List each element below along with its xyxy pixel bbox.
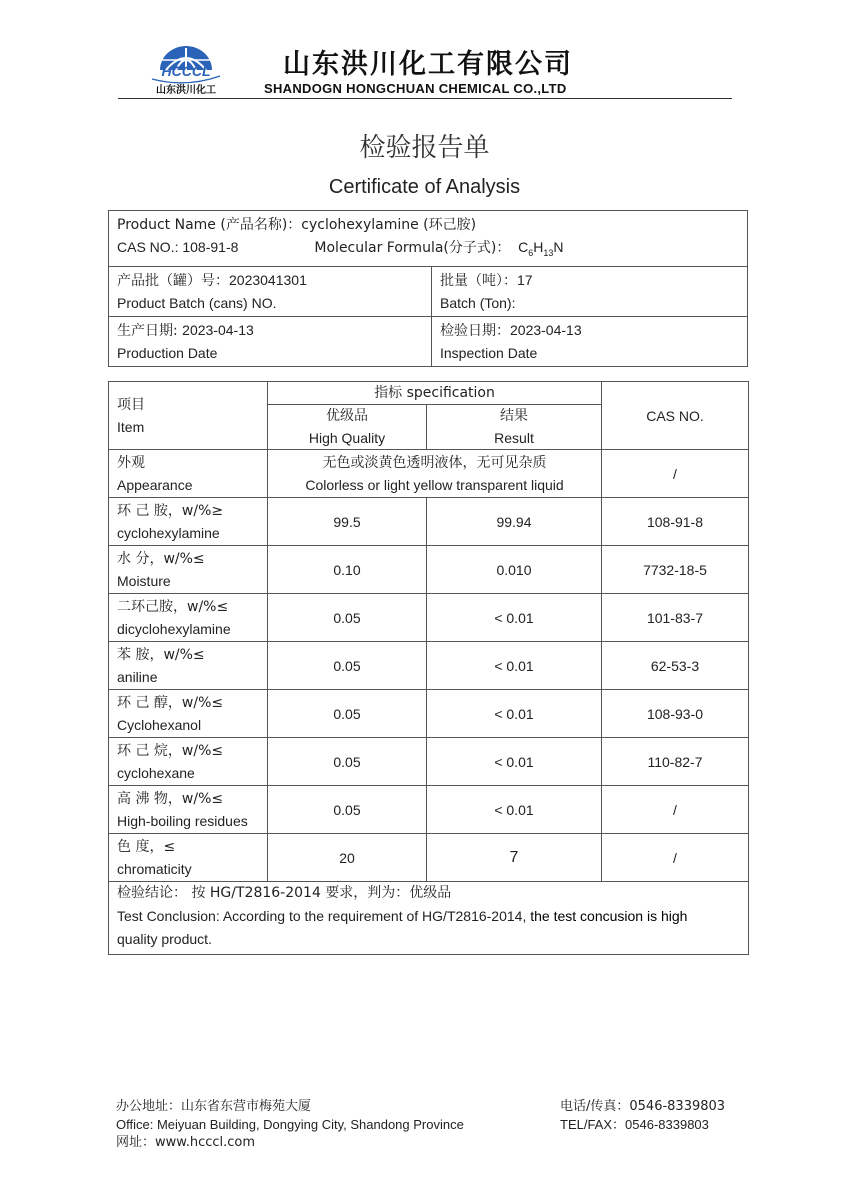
product-name-value: cyclohexylamine (环己胺)	[301, 217, 477, 233]
result-value: 0.010	[427, 546, 602, 594]
conclusion-en-end: quality product.	[117, 931, 212, 947]
result-value: < 0.01	[427, 738, 602, 786]
result-value: 99.94	[427, 498, 602, 546]
table-row	[109, 690, 749, 738]
item-name-en: dicyclohexylamine	[117, 621, 231, 637]
spec-header-row	[109, 382, 749, 405]
appearance-value-en: Colorless or light yellow transparent liquid	[305, 476, 564, 493]
svg-text:HCCCL: HCCCL	[161, 63, 211, 79]
table-row	[109, 498, 749, 546]
table-row	[109, 738, 749, 786]
item-name-cn: 环 己 胺，w/%≥	[117, 503, 224, 519]
header-divider	[118, 98, 732, 99]
spec-value: 20	[268, 834, 427, 882]
office-address-cn: 办公地址：山东省东营市梅苑大厦	[116, 1099, 312, 1114]
phone-fax-cn: 电话/传真：0546-8339803	[560, 1099, 726, 1114]
item-name-en: aniline	[117, 669, 158, 685]
cas-value: 101-83-7	[602, 594, 749, 642]
appearance-value-cn: 无色或淡黄色透明液体，无可见杂质	[322, 454, 547, 471]
item-name-en: cyclohexane	[117, 765, 195, 781]
cas-value: /	[602, 834, 749, 882]
spec-value: 0.10	[268, 546, 427, 594]
cas-value: 108-91-8	[602, 498, 749, 546]
cas-value: 62-53-3	[602, 642, 749, 690]
spec-value: 99.5	[268, 498, 427, 546]
footer-contact-right	[560, 1098, 725, 1134]
spec-value: 0.05	[268, 738, 427, 786]
phone-fax-en: TEL/FAX：0546-8339803	[560, 1117, 709, 1132]
cas-value: 108-91-8	[182, 239, 239, 255]
item-name-cn: 高 沸 物，w/%≤	[117, 791, 224, 807]
office-address-en: Office: Meiyuan Building, Dongying City, Shandong Province	[116, 1117, 464, 1132]
result-value: < 0.01	[427, 642, 602, 690]
quantity-label-cn: 批量（吨）：	[440, 272, 517, 289]
production-date-label-cn: 生产日期:	[117, 322, 183, 339]
spec-value: 0.05	[268, 594, 427, 642]
formula-value: $C_6H_{13}N$	[518, 239, 564, 258]
cas-value: 110-82-7	[602, 738, 749, 786]
spec-value: 0.05	[268, 786, 427, 834]
quantity-label-en: Batch (Ton):	[440, 294, 516, 311]
item-name-cn: 苯 胺，w/%≤	[117, 647, 205, 663]
result-value: 7	[427, 834, 602, 882]
specification-header: 指标 specification	[268, 382, 602, 405]
product-name-label: Product Name (产品名称)：	[117, 217, 302, 233]
item-name-cn: 环 己 烷，w/%≤	[117, 743, 224, 759]
item-name-en: High-boiling residues	[117, 813, 248, 829]
item-name-en: chromaticity	[117, 861, 192, 877]
formula-label: Molecular Formula(分子式)：	[314, 240, 511, 256]
quantity-value: 17	[517, 271, 533, 288]
appearance-label-en: Appearance	[117, 477, 193, 493]
specification-table	[108, 381, 749, 955]
document-title-en: Certificate of Analysis	[328, 176, 521, 198]
inspection-date-label-cn: 检验日期：	[440, 322, 510, 339]
conclusion-row	[109, 882, 749, 955]
table-row	[109, 642, 749, 690]
batch-row	[109, 266, 748, 316]
table-row	[109, 786, 749, 834]
production-date-label-en: Production Date	[117, 344, 218, 361]
conclusion-en-overlay: the test concusion is high	[530, 908, 688, 924]
appearance-cas: /	[602, 450, 749, 498]
batch-value: 2023041301	[229, 271, 307, 288]
item-header-cn: 项目	[117, 397, 145, 413]
item-name-en: Cyclohexanol	[117, 717, 202, 733]
item-header-en: Item	[117, 419, 145, 435]
dates-row	[109, 316, 748, 366]
cas-label: CAS NO.:	[117, 239, 183, 255]
inspection-date-label-en: Inspection Date	[440, 344, 538, 361]
table-row	[109, 834, 749, 882]
result-header-cn: 结果	[500, 408, 528, 424]
item-name-cn: 水 分，w/%≤	[117, 551, 205, 567]
table-row	[109, 594, 749, 642]
cas-value: /	[602, 786, 749, 834]
company-name-en: SHANDOGN HONGCHUAN CHEMICAL CO.,LTD	[264, 81, 567, 96]
spec-value: 0.05	[268, 690, 427, 738]
cas-value: 7732-18-5	[602, 546, 749, 594]
item-name-cn: 环 己 醇，w/%≤	[117, 695, 224, 711]
high-quality-header-cn: 优级品	[326, 408, 368, 424]
inspection-date-value: 2023-04-13	[510, 321, 582, 338]
appearance-label-cn: 外观	[117, 455, 145, 471]
cas-header: CAS NO.	[602, 382, 749, 450]
production-date-value: 2023-04-13	[182, 321, 254, 338]
spec-value: 0.05	[268, 642, 427, 690]
conclusion-cn: 检验结论： 按 HG/T2816-2014 要求，判为：优级品	[117, 885, 452, 901]
result-value: < 0.01	[427, 594, 602, 642]
result-header-en: Result	[494, 430, 534, 446]
item-name-en: cyclohexylamine	[117, 525, 220, 541]
item-name-cn: 二环己胺，w/%≤	[117, 599, 229, 615]
cas-value: 108-93-0	[602, 690, 749, 738]
high-quality-header-en: High Quality	[308, 430, 386, 446]
result-value: < 0.01	[427, 786, 602, 834]
company-name-cn: 山东洪川化工有限公司	[283, 49, 573, 80]
item-name-cn: 色 度，≤	[117, 839, 176, 855]
product-info-table	[108, 210, 748, 367]
logo-caption: 山东洪川化工	[156, 85, 216, 96]
product-name-row	[109, 211, 748, 267]
result-value: < 0.01	[427, 690, 602, 738]
table-row	[109, 450, 749, 498]
document-title-cn: 检验报告单	[359, 133, 490, 163]
batch-label-en: Product Batch (cans) NO.	[117, 294, 277, 311]
item-name-en: Moisture	[117, 573, 171, 589]
footer-contact-left	[116, 1098, 464, 1152]
conclusion-en: Test Conclusion: According to the requirement of HG/T2816-2014,	[117, 908, 531, 924]
batch-label-cn: 产品批（罐）号：	[117, 272, 229, 289]
table-row	[109, 546, 749, 594]
website-link[interactable]: 网址：www.hcccl.com	[116, 1135, 256, 1150]
